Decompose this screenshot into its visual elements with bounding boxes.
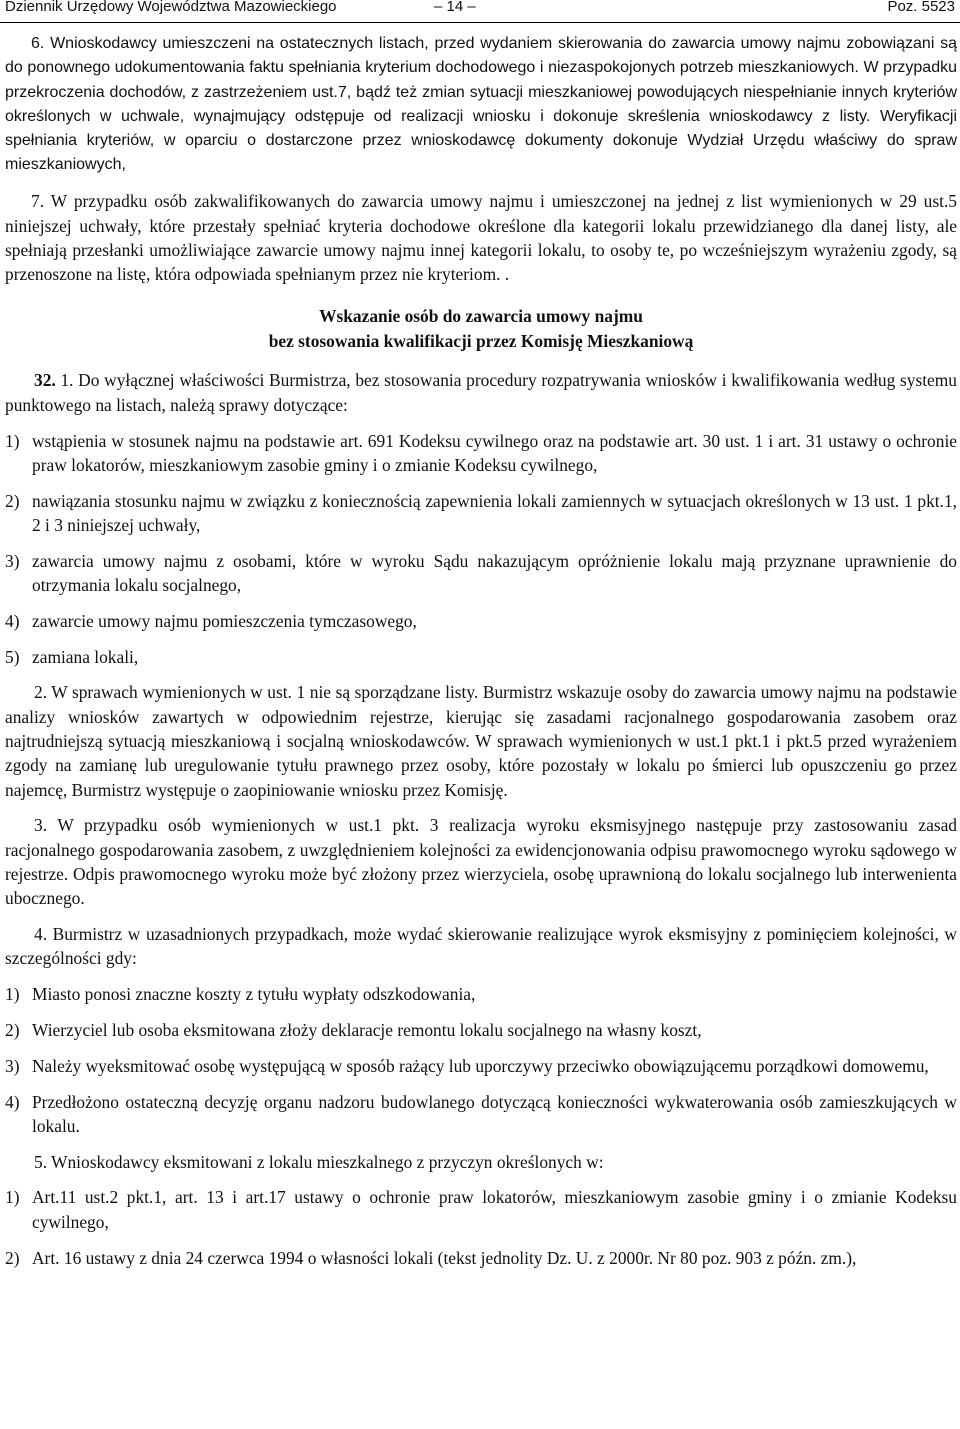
paragraph-32-1: [5, 368, 957, 417]
list-text: Przedłożono ostateczną decyzję organu nadzoru budowlanego dotyczącą konieczności wykwaterowania osób zamieszkujących w lokalu.: [32, 1091, 957, 1136]
list-item: [5, 549, 957, 598]
section-title-line-2: bez stosowania kwalifikacji przez Komisję Mieszkaniową: [268, 331, 694, 352]
list-number: 3): [5, 1055, 20, 1076]
list-number: 1): [5, 984, 20, 1005]
paragraph-4: 4. Burmistrz w uzasadnionych przypadkach, może wydać skierowanie realizujące wyrok eksmisyjny z pominięciem kolejności, w szczególności gdy:: [5, 924, 957, 969]
list-number: 2): [5, 1247, 20, 1268]
list-5: [5, 1185, 957, 1269]
list-number: 4): [5, 1091, 20, 1112]
list-number: 1): [5, 430, 20, 451]
paragraph-6: 6. Wnioskodawcy umieszczeni na ostatecznych listach, przed wydaniem skierowania do zawarcia umowy najmu zobowiązani są do ponownego udokumentowania faktu spełniania kryterium dochodowego i niezaspokojonych potrzeb mieszkaniowych. W przypadku przekroczenia dochodów, z zastrzeżeniem ust.7, bądź też zmian sytuacji mieszkaniowej powodujących niespełnianie innych kryteriów określonych w uchwale, wynajmujący odstępuje od realizacji wniosku i dokonuje skreślenia wnioskodawcy z listy. Weryfikacji spełniania kryteriów, w oparciu o dostarczone przez wnioskodawcę dokumenty dokonuje Wydział Urzędu właściwy do spraw mieszkaniowych,: [5, 35, 957, 174]
list-text: wstąpienia w stosunek najmu na podstawie art. 691 Kodeksu cywilnego oraz na podstawie art. 30 ust. 1 i art. 31 ustawy o ochronie praw lokatorów, mieszkaniowym zasobie gminy i o zmianie Kodeksu cywilnego,: [32, 430, 957, 475]
list-item: [5, 1018, 957, 1042]
section-title-line-1: Wskazanie osób do zawarcia umowy najmu: [319, 306, 643, 327]
list-text: zamiana lokali,: [32, 646, 139, 667]
list-item: [5, 429, 957, 478]
journal-title: Dziennik Urzędowy Województwa Mazowieckiego: [5, 0, 337, 15]
list-text: Miasto ponosi znaczne koszty z tytułu wypłaty odszkodowania,: [32, 984, 476, 1005]
paragraph-32-1-text: 1. Do wyłącznej właściwości Burmistrza, bez stosowania procedury rozpatrywania wniosków i kwalifikowania według systemu punktowego na listach, należą sprawy dotyczące:: [5, 370, 957, 415]
list-text: Art. 16 ustawy z dnia 24 czerwca 1994 o własności lokali (tekst jednolity Dz. U. z 2000r. Nr 80 poz. 903 z późn. zm.),: [32, 1247, 857, 1268]
list-item: [5, 489, 957, 538]
list-number: 2): [5, 490, 20, 511]
list-item: [5, 1090, 957, 1139]
list-number: 4): [5, 610, 20, 631]
paragraph-3: 3. W przypadku osób wymienionych w ust.1 pkt. 3 realizacja wyroku eksmisyjnego następuje przy zastosowaniu zasad racjonalnego gospodarowania zasobem, z uwzględnieniem kolejności za ewidencjonowania odpisu prawomocnego wyroku sądowego w rejestrze. Odpis prawomocnego wyroku może być złożony przez wierzyciela, osobę uprawnioną do lokalu socjalnego lub interwenienta ubocznego.: [5, 815, 957, 909]
list-text: Należy wyeksmitować osobę występującą w sposób rażący lub uporczywy przeciwko obowiązującemu porządkowi domowemu,: [32, 1055, 929, 1076]
list-item: [5, 982, 957, 1006]
list-number: 1): [5, 1187, 20, 1208]
list-item: [5, 645, 957, 669]
list-number: 3): [5, 550, 20, 571]
list-number: 5): [5, 646, 20, 667]
paragraph-2: 2. W sprawach wymienionych w ust. 1 nie są sporządzane listy. Burmistrz wskazuje osoby do zawarcia umowy najmu na podstawie analizy wniosków zawartych w odpowiednim rejestrze, kierując się zasadami racjonalnego gospodarowania zasobem oraz najtrudniejszą sytuacją mieszkaniową i socjalną wnioskodawców. W sprawach wymienionych w ust.1 pkt.1 i pkt.5 przed wyrażeniem zgody na zamianę lub uregulowanie tytułu prawnego przez osoby, które pozostały w lokalu po śmierci lub opuszczeniu go przez najemcę, Burmistrz występuje o zaopiniowanie wniosku przez Komisję.: [5, 682, 957, 800]
list-item: [5, 1246, 957, 1270]
section-title: [5, 304, 957, 354]
list-text: zawarcia umowy najmu z osobami, które w wyroku Sądu nakazującym opróżnienie lokalu mają przyznane uprawnienie do otrzymania lokalu socjalnego,: [32, 550, 957, 596]
list-text: nawiązania stosunku najmu w związku z koniecznością zapewnienia lokali zamiennych w sytuacjach określonych w 13 ust. 1 pkt.1, 2 i 3 niniejszej uchwały,: [32, 490, 957, 535]
paragraph-5: 5. Wnioskodawcy eksmitowani z lokalu mieszkalnego z przyczyn określonych w:: [34, 1151, 604, 1172]
list-text: Art.11 ust.2 pkt.1, art. 13 i art.17 ustawy o ochronie praw lokatorów, mieszkaniowym zasobie gminy i o zmianie Kodeksu cywilnego,: [32, 1187, 957, 1232]
section-number: 32.: [34, 370, 56, 391]
list-item: [5, 609, 957, 633]
page-header: [0, 0, 960, 23]
list-4: [5, 982, 957, 1138]
document-body: [5, 32, 957, 1281]
paragraph-7: 7. W przypadku osób zakwalifikowanych do zawarcia umowy najmu i umieszczonej na jednej z list wymienionych w 29 ust.5 niniejszej uchwały, które przestały spełniać kryteria dochodowe określone dla kategorii lokalu przewidzianego dla danej listy, ale spełniają przesłanki umożliwiające zawarcie umowy najmu innej kategorii lokalu, to osoby te, po wcześniejszym wyrażeniu zgody, są przenoszone na listę, która odpowiada spełnianym przez nie kryteriom. .: [5, 191, 957, 285]
page-number: – 14 –: [434, 0, 476, 15]
list-text: Wierzyciel lub osoba eksmitowana złoży deklaracje remontu lokalu socjalnego na własny koszt,: [32, 1020, 702, 1040]
list-number: 2): [5, 1020, 20, 1040]
list-text: zawarcie umowy najmu pomieszczenia tymczasowego,: [32, 610, 417, 631]
list-item: [5, 1185, 957, 1234]
position-number: Poz. 5523: [887, 0, 955, 15]
list-32-1: [5, 429, 957, 669]
list-item: [5, 1054, 957, 1078]
